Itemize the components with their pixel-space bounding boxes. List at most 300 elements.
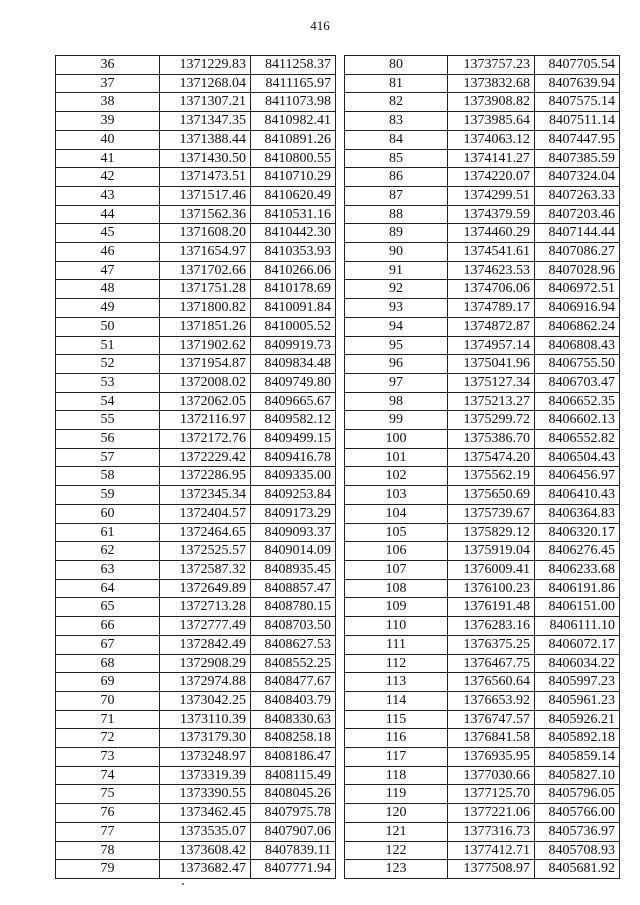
table-row <box>56 336 336 355</box>
y-coordinate-cell: 8407263.33 <box>535 186 620 205</box>
x-coordinate-cell: 1376100.23 <box>448 579 535 598</box>
point-number-cell: 97 <box>345 373 448 392</box>
x-coordinate-cell: 1374789.17 <box>448 299 535 318</box>
x-coordinate-cell: 1376009.41 <box>448 560 535 579</box>
point-number-cell: 95 <box>345 336 448 355</box>
y-coordinate-cell: 8407203.46 <box>535 205 620 224</box>
y-coordinate-cell: 8408330.63 <box>251 710 336 729</box>
y-coordinate-cell: 8408857.47 <box>251 579 336 598</box>
y-coordinate-cell: 8406602.13 <box>535 411 620 430</box>
point-number-cell: 88 <box>345 205 448 224</box>
table-row <box>56 467 336 486</box>
table-row <box>345 448 620 467</box>
table-row <box>345 467 620 486</box>
table-row <box>56 486 336 505</box>
point-number-cell: 68 <box>56 654 160 673</box>
y-coordinate-cell: 8406652.35 <box>535 392 620 411</box>
x-coordinate-cell: 1375562.19 <box>448 467 535 486</box>
table-row <box>56 860 336 879</box>
point-number-cell: 111 <box>345 635 448 654</box>
x-coordinate-cell: 1374141.27 <box>448 149 535 168</box>
table-row <box>56 430 336 449</box>
table-row <box>56 261 336 280</box>
x-coordinate-cell: 1372649.89 <box>160 579 251 598</box>
table-row <box>345 523 620 542</box>
point-number-cell: 52 <box>56 355 160 374</box>
y-coordinate-cell: 8410091.84 <box>251 299 336 318</box>
y-coordinate-cell: 8408703.50 <box>251 617 336 636</box>
x-coordinate-cell: 1373535.07 <box>160 822 251 841</box>
coordinates-table-left-body <box>56 56 336 879</box>
table-row <box>345 785 620 804</box>
x-coordinate-cell: 1373462.45 <box>160 804 251 823</box>
point-number-cell: 108 <box>345 579 448 598</box>
y-coordinate-cell: 8405892.18 <box>535 729 620 748</box>
point-number-cell: 43 <box>56 186 160 205</box>
y-coordinate-cell: 8408627.53 <box>251 635 336 654</box>
y-coordinate-cell: 8407144.44 <box>535 224 620 243</box>
point-number-cell: 89 <box>345 224 448 243</box>
table-row <box>345 729 620 748</box>
x-coordinate-cell: 1374541.61 <box>448 243 535 262</box>
y-coordinate-cell: 8407324.04 <box>535 168 620 187</box>
table-row <box>56 243 336 262</box>
y-coordinate-cell: 8408552.25 <box>251 654 336 673</box>
coordinates-table-right-body <box>345 56 620 879</box>
x-coordinate-cell: 1376935.95 <box>448 748 535 767</box>
point-number-cell: 94 <box>345 317 448 336</box>
point-number-cell: 40 <box>56 130 160 149</box>
y-coordinate-cell: 8407447.95 <box>535 130 620 149</box>
y-coordinate-cell: 8411258.37 <box>251 56 336 75</box>
point-number-cell: 58 <box>56 467 160 486</box>
x-coordinate-cell: 1373985.64 <box>448 112 535 131</box>
y-coordinate-cell: 8405926.21 <box>535 710 620 729</box>
point-number-cell: 101 <box>345 448 448 467</box>
point-number-cell: 70 <box>56 691 160 710</box>
y-coordinate-cell: 8405827.10 <box>535 766 620 785</box>
y-coordinate-cell: 8406862.24 <box>535 317 620 336</box>
point-number-cell: 107 <box>345 560 448 579</box>
x-coordinate-cell: 1374623.53 <box>448 261 535 280</box>
table-row <box>56 523 336 542</box>
x-coordinate-cell: 1375041.96 <box>448 355 535 374</box>
y-coordinate-cell: 8409749.80 <box>251 373 336 392</box>
y-coordinate-cell: 8410353.93 <box>251 243 336 262</box>
y-coordinate-cell: 8408780.15 <box>251 598 336 617</box>
point-number-cell: 36 <box>56 56 160 75</box>
y-coordinate-cell: 8407975.78 <box>251 804 336 823</box>
table-row <box>345 299 620 318</box>
table-row <box>345 860 620 879</box>
x-coordinate-cell: 1374299.51 <box>448 186 535 205</box>
point-number-cell: 71 <box>56 710 160 729</box>
y-coordinate-cell: 8410531.16 <box>251 205 336 224</box>
y-coordinate-cell: 8406111.10 <box>535 617 620 636</box>
x-coordinate-cell: 1373248.97 <box>160 748 251 767</box>
table-row <box>56 280 336 299</box>
table-row <box>345 243 620 262</box>
x-coordinate-cell: 1377030.66 <box>448 766 535 785</box>
y-coordinate-cell: 8405766.00 <box>535 804 620 823</box>
x-coordinate-cell: 1371851.26 <box>160 317 251 336</box>
point-number-cell: 102 <box>345 467 448 486</box>
x-coordinate-cell: 1372464.65 <box>160 523 251 542</box>
y-coordinate-cell: 8408186.47 <box>251 748 336 767</box>
table-row <box>56 448 336 467</box>
point-number-cell: 106 <box>345 542 448 561</box>
point-number-cell: 103 <box>345 486 448 505</box>
y-coordinate-cell: 8409253.84 <box>251 486 336 505</box>
point-number-cell: 48 <box>56 280 160 299</box>
y-coordinate-cell: 8406456.97 <box>535 467 620 486</box>
point-number-cell: 84 <box>345 130 448 149</box>
table-row <box>56 411 336 430</box>
table-row <box>345 486 620 505</box>
table-row <box>345 261 620 280</box>
point-number-cell: 83 <box>345 112 448 131</box>
table-row <box>56 317 336 336</box>
table-row <box>56 130 336 149</box>
y-coordinate-cell: 8406504.43 <box>535 448 620 467</box>
table-row <box>345 710 620 729</box>
table-row <box>345 635 620 654</box>
point-number-cell: 91 <box>345 261 448 280</box>
table-row <box>345 168 620 187</box>
y-coordinate-cell: 8410800.55 <box>251 149 336 168</box>
point-number-cell: 51 <box>56 336 160 355</box>
table-row <box>56 112 336 131</box>
y-coordinate-cell: 8407575.14 <box>535 93 620 112</box>
table-row <box>56 392 336 411</box>
x-coordinate-cell: 1371268.04 <box>160 74 251 93</box>
table-row <box>345 673 620 692</box>
table-row <box>56 748 336 767</box>
table-row <box>345 205 620 224</box>
table-row <box>56 186 336 205</box>
point-number-cell: 37 <box>56 74 160 93</box>
table-row <box>345 542 620 561</box>
x-coordinate-cell: 1372062.05 <box>160 392 251 411</box>
point-number-cell: 115 <box>345 710 448 729</box>
y-coordinate-cell: 8409919.73 <box>251 336 336 355</box>
table-row <box>56 804 336 823</box>
y-coordinate-cell: 8410982.41 <box>251 112 336 131</box>
y-coordinate-cell: 8406233.68 <box>535 560 620 579</box>
y-coordinate-cell: 8408258.18 <box>251 729 336 748</box>
y-coordinate-cell: 8406191.86 <box>535 579 620 598</box>
x-coordinate-cell: 1374872.87 <box>448 317 535 336</box>
point-number-cell: 76 <box>56 804 160 823</box>
x-coordinate-cell: 1376747.57 <box>448 710 535 729</box>
point-number-cell: 90 <box>345 243 448 262</box>
x-coordinate-cell: 1372974.88 <box>160 673 251 692</box>
point-number-cell: 120 <box>345 804 448 823</box>
x-coordinate-cell: 1371473.51 <box>160 168 251 187</box>
x-coordinate-cell: 1371347.35 <box>160 112 251 131</box>
x-coordinate-cell: 1377508.97 <box>448 860 535 879</box>
y-coordinate-cell: 8409093.37 <box>251 523 336 542</box>
table-row <box>345 411 620 430</box>
x-coordinate-cell: 1375474.20 <box>448 448 535 467</box>
point-number-cell: 123 <box>345 860 448 879</box>
x-coordinate-cell: 1373832.68 <box>448 74 535 93</box>
point-number-cell: 41 <box>56 149 160 168</box>
y-coordinate-cell: 8409335.00 <box>251 467 336 486</box>
y-coordinate-cell: 8405708.93 <box>535 841 620 860</box>
y-coordinate-cell: 8405961.23 <box>535 691 620 710</box>
table-row <box>345 130 620 149</box>
table-row <box>56 785 336 804</box>
x-coordinate-cell: 1371800.82 <box>160 299 251 318</box>
x-coordinate-cell: 1371562.36 <box>160 205 251 224</box>
point-number-cell: 67 <box>56 635 160 654</box>
table-row <box>345 373 620 392</box>
point-number-cell: 82 <box>345 93 448 112</box>
x-coordinate-cell: 1371307.21 <box>160 93 251 112</box>
x-coordinate-cell: 1372713.28 <box>160 598 251 617</box>
y-coordinate-cell: 8411073.98 <box>251 93 336 112</box>
x-coordinate-cell: 1375127.34 <box>448 373 535 392</box>
table-row <box>56 56 336 75</box>
point-number-cell: 75 <box>56 785 160 804</box>
table-row <box>345 93 620 112</box>
y-coordinate-cell: 8406972.51 <box>535 280 620 299</box>
point-number-cell: 110 <box>345 617 448 636</box>
point-number-cell: 62 <box>56 542 160 561</box>
point-number-cell: 114 <box>345 691 448 710</box>
table-row <box>56 74 336 93</box>
y-coordinate-cell: 8406916.94 <box>535 299 620 318</box>
point-number-cell: 49 <box>56 299 160 318</box>
x-coordinate-cell: 1371229.83 <box>160 56 251 75</box>
point-number-cell: 93 <box>345 299 448 318</box>
x-coordinate-cell: 1373319.39 <box>160 766 251 785</box>
y-coordinate-cell: 8408115.49 <box>251 766 336 785</box>
x-coordinate-cell: 1371430.50 <box>160 149 251 168</box>
x-coordinate-cell: 1372008.02 <box>160 373 251 392</box>
y-coordinate-cell: 8407907.06 <box>251 822 336 841</box>
x-coordinate-cell: 1372229.42 <box>160 448 251 467</box>
x-coordinate-cell: 1372842.49 <box>160 635 251 654</box>
x-coordinate-cell: 1375299.72 <box>448 411 535 430</box>
y-coordinate-cell: 8407705.54 <box>535 56 620 75</box>
x-coordinate-cell: 1374220.07 <box>448 168 535 187</box>
point-number-cell: 45 <box>56 224 160 243</box>
x-coordinate-cell: 1372345.34 <box>160 486 251 505</box>
y-coordinate-cell: 8407771.94 <box>251 860 336 879</box>
y-coordinate-cell: 8407086.27 <box>535 243 620 262</box>
point-number-cell: 122 <box>345 841 448 860</box>
x-coordinate-cell: 1374460.29 <box>448 224 535 243</box>
y-coordinate-cell: 8408477.67 <box>251 673 336 692</box>
table-row <box>345 74 620 93</box>
y-coordinate-cell: 8407028.96 <box>535 261 620 280</box>
x-coordinate-cell: 1372172.76 <box>160 430 251 449</box>
scan-artifact-dot <box>182 883 184 885</box>
x-coordinate-cell: 1377412.71 <box>448 841 535 860</box>
y-coordinate-cell: 8406755.50 <box>535 355 620 374</box>
x-coordinate-cell: 1372404.57 <box>160 504 251 523</box>
table-row <box>56 560 336 579</box>
x-coordinate-cell: 1373110.39 <box>160 710 251 729</box>
point-number-cell: 117 <box>345 748 448 767</box>
table-row <box>56 635 336 654</box>
y-coordinate-cell: 8409834.48 <box>251 355 336 374</box>
point-number-cell: 86 <box>345 168 448 187</box>
point-number-cell: 44 <box>56 205 160 224</box>
point-number-cell: 79 <box>56 860 160 879</box>
point-number-cell: 39 <box>56 112 160 131</box>
point-number-cell: 74 <box>56 766 160 785</box>
table-row <box>345 504 620 523</box>
y-coordinate-cell: 8406320.17 <box>535 523 620 542</box>
table-row <box>345 841 620 860</box>
x-coordinate-cell: 1374379.59 <box>448 205 535 224</box>
table-row <box>345 691 620 710</box>
table-row <box>56 542 336 561</box>
point-number-cell: 72 <box>56 729 160 748</box>
y-coordinate-cell: 8409665.67 <box>251 392 336 411</box>
point-number-cell: 80 <box>345 56 448 75</box>
table-row <box>345 617 620 636</box>
y-coordinate-cell: 8407639.94 <box>535 74 620 93</box>
point-number-cell: 113 <box>345 673 448 692</box>
y-coordinate-cell: 8410891.26 <box>251 130 336 149</box>
table-row <box>56 373 336 392</box>
table-row <box>56 355 336 374</box>
x-coordinate-cell: 1375829.12 <box>448 523 535 542</box>
y-coordinate-cell: 8405736.97 <box>535 822 620 841</box>
table-row <box>56 224 336 243</box>
point-number-cell: 55 <box>56 411 160 430</box>
table-row <box>56 841 336 860</box>
point-number-cell: 85 <box>345 149 448 168</box>
y-coordinate-cell: 8405859.14 <box>535 748 620 767</box>
y-coordinate-cell: 8409582.12 <box>251 411 336 430</box>
point-number-cell: 46 <box>56 243 160 262</box>
table-row <box>56 710 336 729</box>
x-coordinate-cell: 1372525.57 <box>160 542 251 561</box>
point-number-cell: 104 <box>345 504 448 523</box>
table-row <box>345 186 620 205</box>
point-number-cell: 47 <box>56 261 160 280</box>
x-coordinate-cell: 1377125.70 <box>448 785 535 804</box>
point-number-cell: 63 <box>56 560 160 579</box>
table-row <box>56 93 336 112</box>
point-number-cell: 54 <box>56 392 160 411</box>
x-coordinate-cell: 1377316.73 <box>448 822 535 841</box>
table-row <box>56 205 336 224</box>
x-coordinate-cell: 1372908.29 <box>160 654 251 673</box>
table-row <box>345 654 620 673</box>
point-number-cell: 109 <box>345 598 448 617</box>
point-number-cell: 118 <box>345 766 448 785</box>
y-coordinate-cell: 8410710.29 <box>251 168 336 187</box>
x-coordinate-cell: 1374957.14 <box>448 336 535 355</box>
x-coordinate-cell: 1371751.28 <box>160 280 251 299</box>
coordinates-table-right <box>344 55 620 879</box>
y-coordinate-cell: 8406808.43 <box>535 336 620 355</box>
table-row <box>345 336 620 355</box>
x-coordinate-cell: 1374063.12 <box>448 130 535 149</box>
x-coordinate-cell: 1373608.42 <box>160 841 251 860</box>
x-coordinate-cell: 1371654.97 <box>160 243 251 262</box>
x-coordinate-cell: 1375919.04 <box>448 542 535 561</box>
x-coordinate-cell: 1371608.20 <box>160 224 251 243</box>
y-coordinate-cell: 8410005.52 <box>251 317 336 336</box>
y-coordinate-cell: 8411165.97 <box>251 74 336 93</box>
x-coordinate-cell: 1373042.25 <box>160 691 251 710</box>
page-number: 416 <box>310 18 330 33</box>
x-coordinate-cell: 1371702.66 <box>160 261 251 280</box>
x-coordinate-cell: 1371954.87 <box>160 355 251 374</box>
x-coordinate-cell: 1376653.92 <box>448 691 535 710</box>
table-row <box>345 149 620 168</box>
point-number-cell: 116 <box>345 729 448 748</box>
point-number-cell: 81 <box>345 74 448 93</box>
point-number-cell: 57 <box>56 448 160 467</box>
table-row <box>345 392 620 411</box>
point-number-cell: 119 <box>345 785 448 804</box>
point-number-cell: 64 <box>56 579 160 598</box>
x-coordinate-cell: 1371902.62 <box>160 336 251 355</box>
y-coordinate-cell: 8405796.05 <box>535 785 620 804</box>
table-row <box>56 579 336 598</box>
point-number-cell: 99 <box>345 411 448 430</box>
y-coordinate-cell: 8406072.17 <box>535 635 620 654</box>
point-number-cell: 66 <box>56 617 160 636</box>
x-coordinate-cell: 1372777.49 <box>160 617 251 636</box>
x-coordinate-cell: 1376467.75 <box>448 654 535 673</box>
y-coordinate-cell: 8410620.49 <box>251 186 336 205</box>
table-row <box>345 112 620 131</box>
table-row <box>56 766 336 785</box>
table-row <box>345 748 620 767</box>
x-coordinate-cell: 1375386.70 <box>448 430 535 449</box>
x-coordinate-cell: 1374706.06 <box>448 280 535 299</box>
x-coordinate-cell: 1372116.97 <box>160 411 251 430</box>
y-coordinate-cell: 8405681.92 <box>535 860 620 879</box>
y-coordinate-cell: 8408045.26 <box>251 785 336 804</box>
x-coordinate-cell: 1377221.06 <box>448 804 535 823</box>
y-coordinate-cell: 8410266.06 <box>251 261 336 280</box>
coordinates-table-left <box>55 55 336 879</box>
table-row <box>56 654 336 673</box>
table-row <box>345 579 620 598</box>
point-number-cell: 50 <box>56 317 160 336</box>
table-row <box>345 56 620 75</box>
table-row <box>56 168 336 187</box>
x-coordinate-cell: 1373908.82 <box>448 93 535 112</box>
point-number-cell: 59 <box>56 486 160 505</box>
table-row <box>345 224 620 243</box>
point-number-cell: 77 <box>56 822 160 841</box>
y-coordinate-cell: 8410178.69 <box>251 280 336 299</box>
y-coordinate-cell: 8407839.11 <box>251 841 336 860</box>
x-coordinate-cell: 1371388.44 <box>160 130 251 149</box>
point-number-cell: 60 <box>56 504 160 523</box>
table-row <box>345 822 620 841</box>
point-number-cell: 38 <box>56 93 160 112</box>
x-coordinate-cell: 1372587.32 <box>160 560 251 579</box>
table-row <box>345 317 620 336</box>
y-coordinate-cell: 8410442.30 <box>251 224 336 243</box>
point-number-cell: 100 <box>345 430 448 449</box>
table-row <box>345 598 620 617</box>
y-coordinate-cell: 8406410.43 <box>535 486 620 505</box>
point-number-cell: 53 <box>56 373 160 392</box>
